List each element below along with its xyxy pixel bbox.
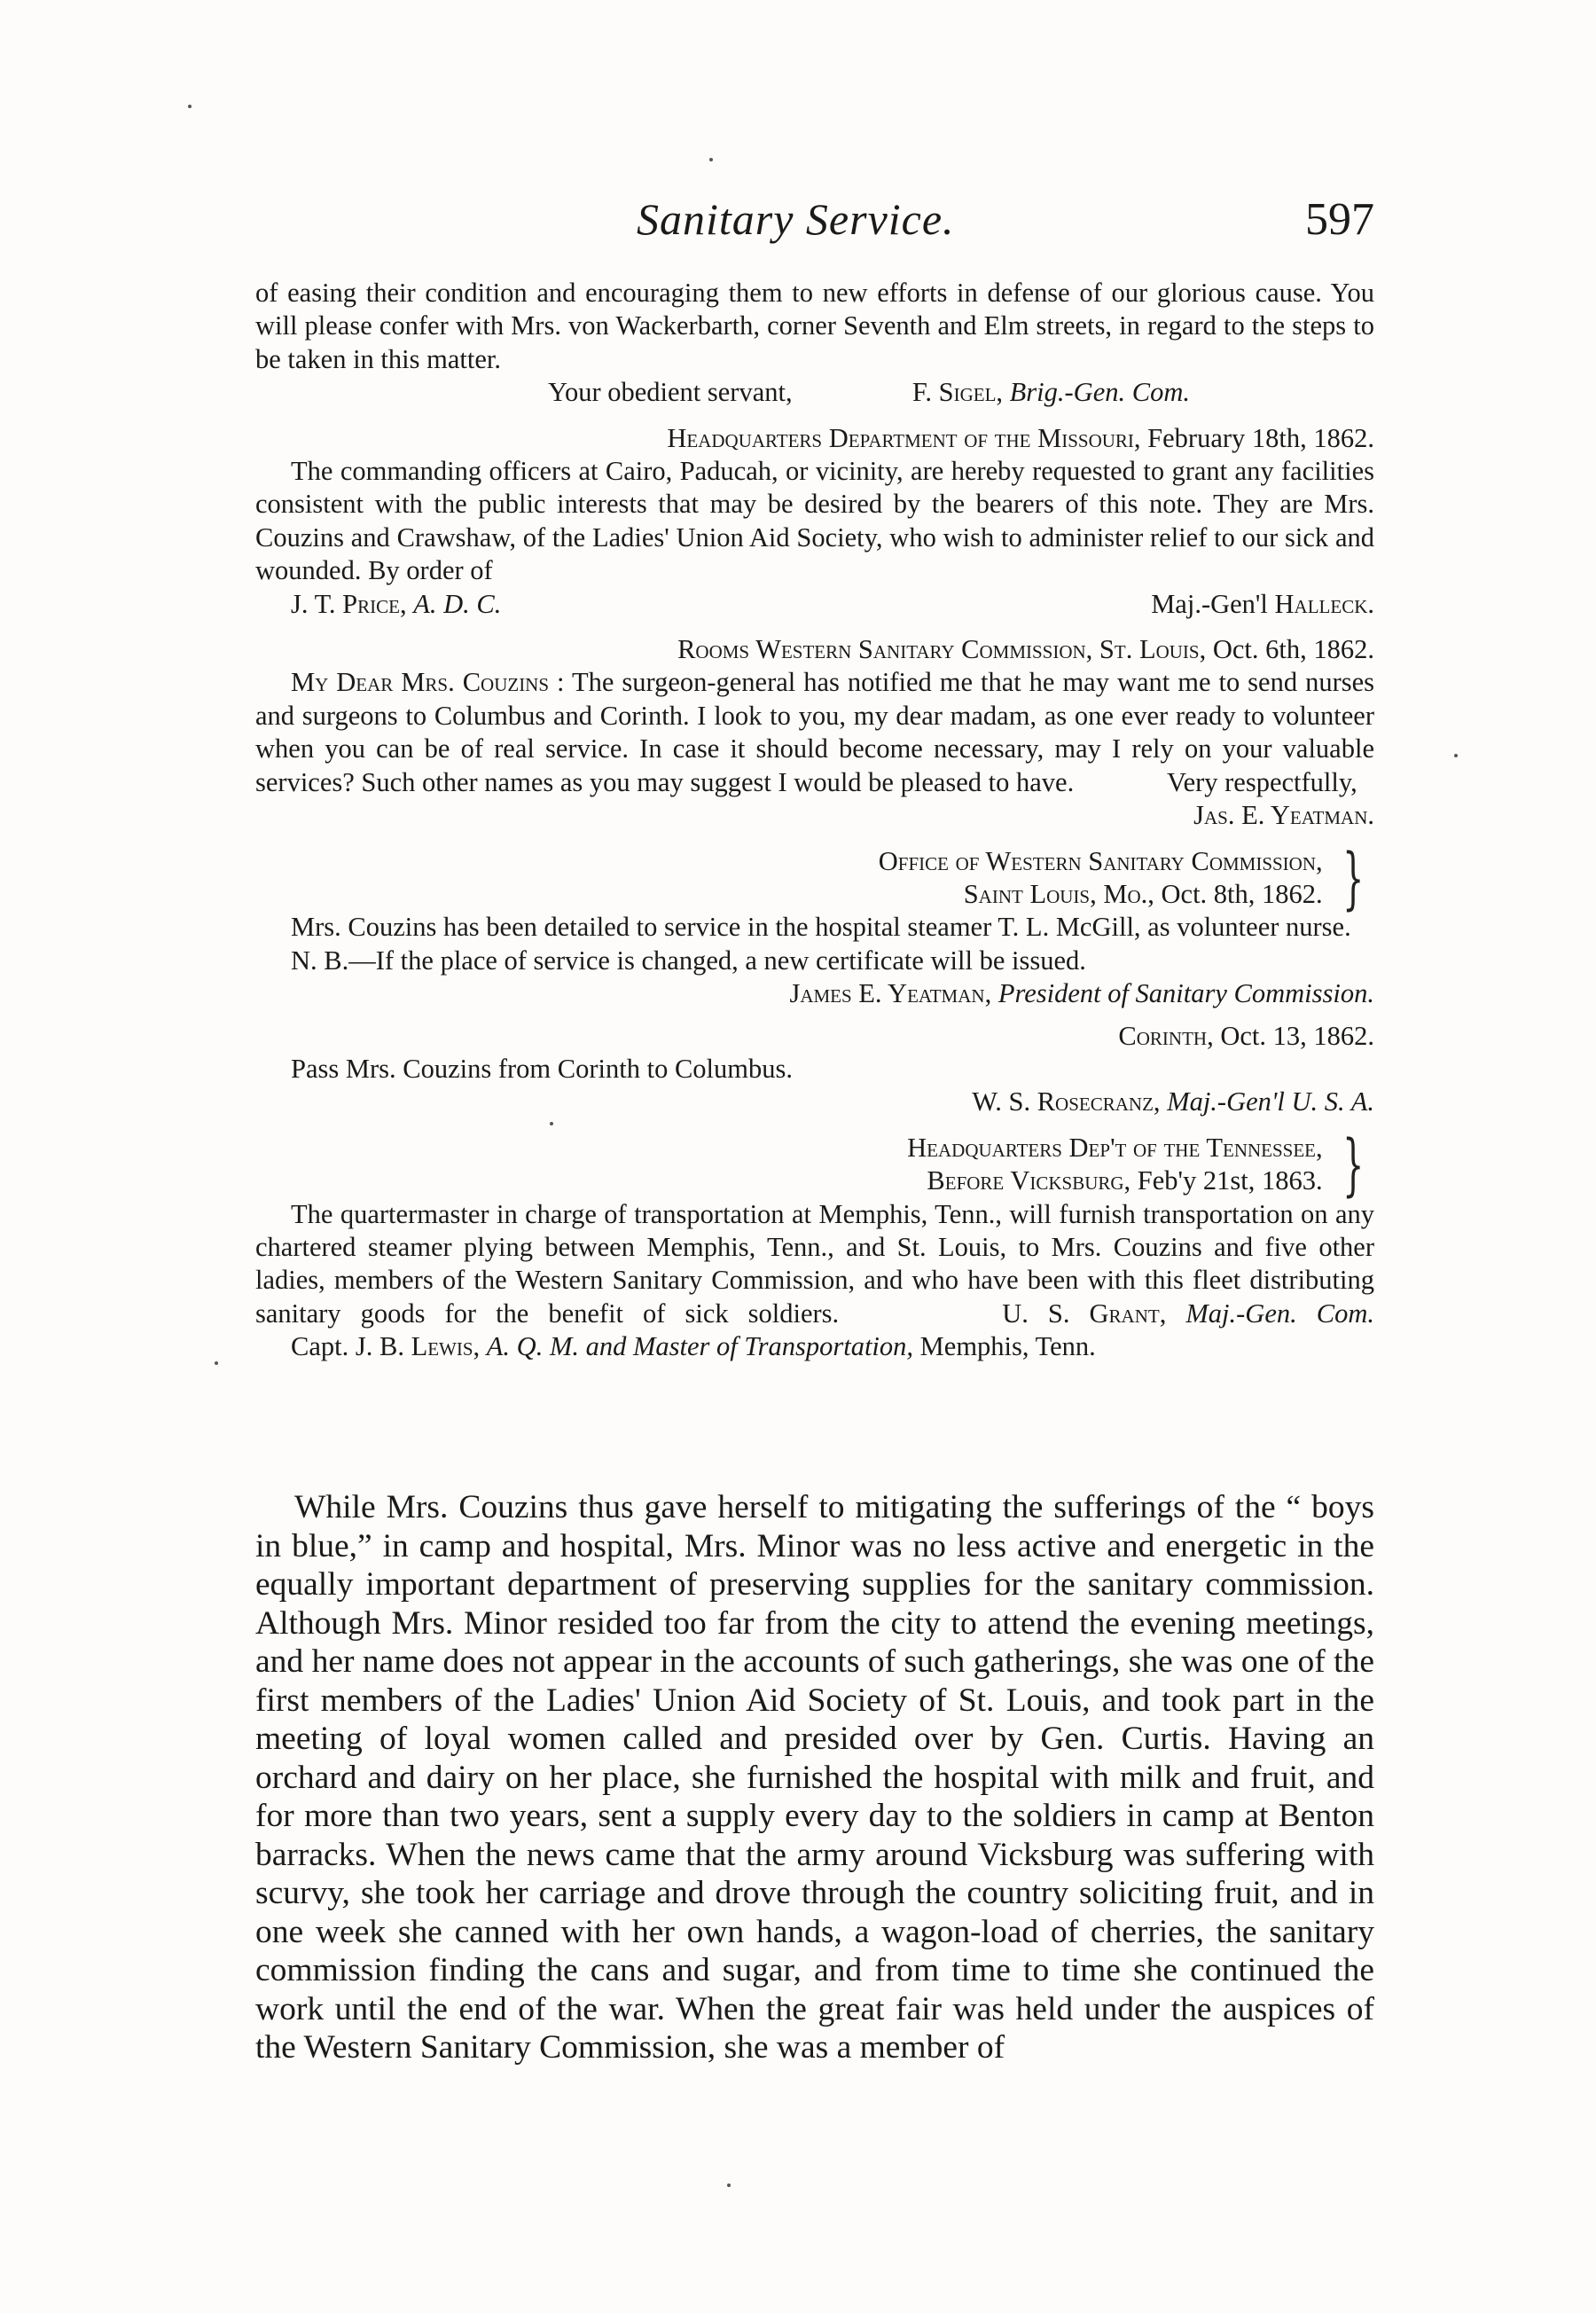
- general-name: Halleck.: [1274, 588, 1374, 619]
- letter-signoff: [255, 588, 1374, 621]
- heading-place: Before Vicksburg,: [927, 1165, 1131, 1196]
- corinth-pass: [255, 1020, 1374, 1119]
- halleck-letter: [255, 422, 1374, 621]
- salutation: My Dear Mrs. Couzins :: [291, 667, 565, 698]
- letter-signoff: [255, 1086, 1374, 1118]
- addressee-title: A. Q. M. and Master of Transportation,: [486, 1331, 914, 1362]
- signature-name: U. S. Grant,: [1002, 1298, 1167, 1329]
- scan-speck: [1454, 754, 1458, 757]
- letter-body: The quartermaster in charge of transportation at Memphis, Tenn., will furnish transportation on any chartered steamer plying between Memphis, Tenn., and St. Louis, to Mrs. Couzins and five other ladies, members of the Western Sanitary Commission, and who have been with this fleet distributing sanitary goods for the benefit of sick soldiers.: [255, 1198, 1374, 1329]
- letter-body: Mrs. Couzins has been detailed to service in the hospital steamer T. L. McGill, as volunteer nurse.: [291, 912, 1351, 943]
- letter-signoff: [255, 376, 1374, 409]
- letter-heading: [255, 837, 1374, 917]
- scan-speck: [727, 2184, 731, 2187]
- scan-speck: [188, 105, 192, 108]
- signature-title: President of Sanitary Commission.: [998, 978, 1374, 1009]
- detail-certificate: [255, 837, 1374, 1011]
- signature-name: F. Sigel,: [911, 377, 1004, 408]
- heading-date: Oct. 13, 1862.: [1220, 1020, 1374, 1051]
- signature-title: Maj.-Gen'l U. S. A.: [1167, 1086, 1374, 1117]
- signature-title: Maj.-Gen. Com.: [1185, 1298, 1375, 1329]
- addressee: [255, 1330, 1374, 1363]
- signature-name: Jas. E. Yeatman.: [1193, 800, 1374, 831]
- narrative-paragraph: While Mrs. Couzins thus gave herself to mitigating the sufferings of the “ boys in blue,” in camp and hospital, Mrs. Minor was no less active and energetic in the equally important department of preserving supplies for the sanitary commission. Although Mrs. Minor resided too far from the city to attend the evening meetings, and her name does not appear in the accounts of such gatherings, she was one of the first members of the Ladies' Union Aid Society of St. Louis, and took part in the meeting of loyal women called and presided over by Gen. Curtis. Having an orchard and dairy on her place, she furnished the hospital with milk and fruit, and for more than two years, sent a supply every day to the soldiers in camp at Benton barracks. When the news came that the army around Vicksburg was suffering with scurvy, she took her carriage and drove through the country soliciting fruit, and in one week she canned with her own hands, a wagon-load of cherries, the sanitary commission finding the cans and sugar, and from time to time she continued the work until the end of the war. When the great fair was held under the auspices of the Western Sanitary Commission, she was a member of: [255, 1489, 1374, 2066]
- letter-signoff: [255, 977, 1374, 1010]
- letter-heading: [255, 633, 1374, 666]
- heading-office: Headquarters Department of the Missouri,: [667, 422, 1141, 453]
- letter-body: The surgeon-general has notified me that he may want me to send nurses and surgeons to Columbus and Corinth. I look to you, my dear madam, as one ever ready to volunteer when you can be of real service. In case it should become necessary, may I rely on your valuable services? Such other names as you may suggest I would be pleased to have.: [255, 667, 1374, 797]
- grant-order: [255, 1125, 1375, 1364]
- brace-glyph: }: [1342, 1125, 1364, 1204]
- heading-date: Oct. 6th, 1862.: [1212, 634, 1374, 665]
- letter-body: The commanding officers at Cairo, Paducah, or vicinity, are hereby requested to grant any facilities consistent with the public interests that may be desired by the bearers of this note. They are Mrs. Couzins and Crawshaw, of the Ladies' Union Aid Society, who wish to administer relief to our sick and wounded. By order of: [255, 456, 1374, 586]
- brace-glyph: }: [1342, 837, 1364, 917]
- heading-office: Office of Western Sanitary Commission,: [878, 845, 1323, 876]
- heading-city: Saint Louis, Mo.,: [963, 878, 1154, 909]
- aide-title: A. D. C.: [413, 588, 502, 619]
- signature-title: Brig.-Gen. Com.: [1009, 377, 1190, 408]
- running-title: Sanitary Service.: [637, 194, 955, 244]
- heading-office: Headquarters Dep't of the Tennessee,: [907, 1132, 1323, 1163]
- letter-heading: [255, 1020, 1374, 1053]
- page-number: 597: [1305, 194, 1374, 245]
- letter-heading: [255, 422, 1374, 455]
- signature-name: James E. Yeatman,: [789, 978, 992, 1009]
- letter-heading: [255, 1125, 1374, 1204]
- letter-note: N. B.—If the place of service is changed, a new certificate will be issued.: [291, 945, 1086, 976]
- heading-date: February 18th, 1862.: [1147, 422, 1374, 453]
- general-rank: Maj.-Gen'l: [1151, 588, 1268, 619]
- addressee-place: Memphis, Tenn.: [919, 1331, 1096, 1362]
- page-header: [255, 193, 1374, 255]
- letter-closing: Your obedient servant,: [548, 377, 793, 408]
- heading-date: Feb'y 21st, 1863.: [1137, 1165, 1323, 1196]
- heading-place: Corinth,: [1118, 1020, 1214, 1051]
- heading-date: Oct. 8th, 1862.: [1161, 878, 1323, 909]
- heading-office: Rooms Western Sanitary Commission, St. Louis,: [677, 634, 1207, 665]
- yeatman-letter: [255, 633, 1374, 832]
- aide-name: J. T. Price,: [291, 588, 407, 619]
- narrative-section: [255, 1488, 1374, 2067]
- scan-speck: [709, 158, 713, 161]
- letter-body-paragraph: [255, 1198, 1374, 1331]
- scan-speck: [215, 1361, 218, 1365]
- scan-speck: [550, 1122, 553, 1125]
- letter-body: Pass Mrs. Couzins from Corinth to Columbus.: [291, 1053, 793, 1084]
- signature-name: W. S. Rosecranz,: [972, 1086, 1161, 1117]
- letter-body: of easing their condition and encouraging them to new efforts in defense of our glorious cause. You will please confer with Mrs. von Wackerbarth, corner Seventh and Elm streets, in regard to the steps to be taken in this matter.: [255, 278, 1374, 374]
- letter-closing: Very respectfully,: [1166, 766, 1357, 797]
- addressee-prefix: Capt.: [291, 1331, 349, 1362]
- addressee-name: J. B. Lewis,: [355, 1331, 481, 1362]
- letter-body-paragraph: [255, 666, 1374, 799]
- letters-section: [255, 277, 1374, 1364]
- sigel-letter: [255, 277, 1374, 410]
